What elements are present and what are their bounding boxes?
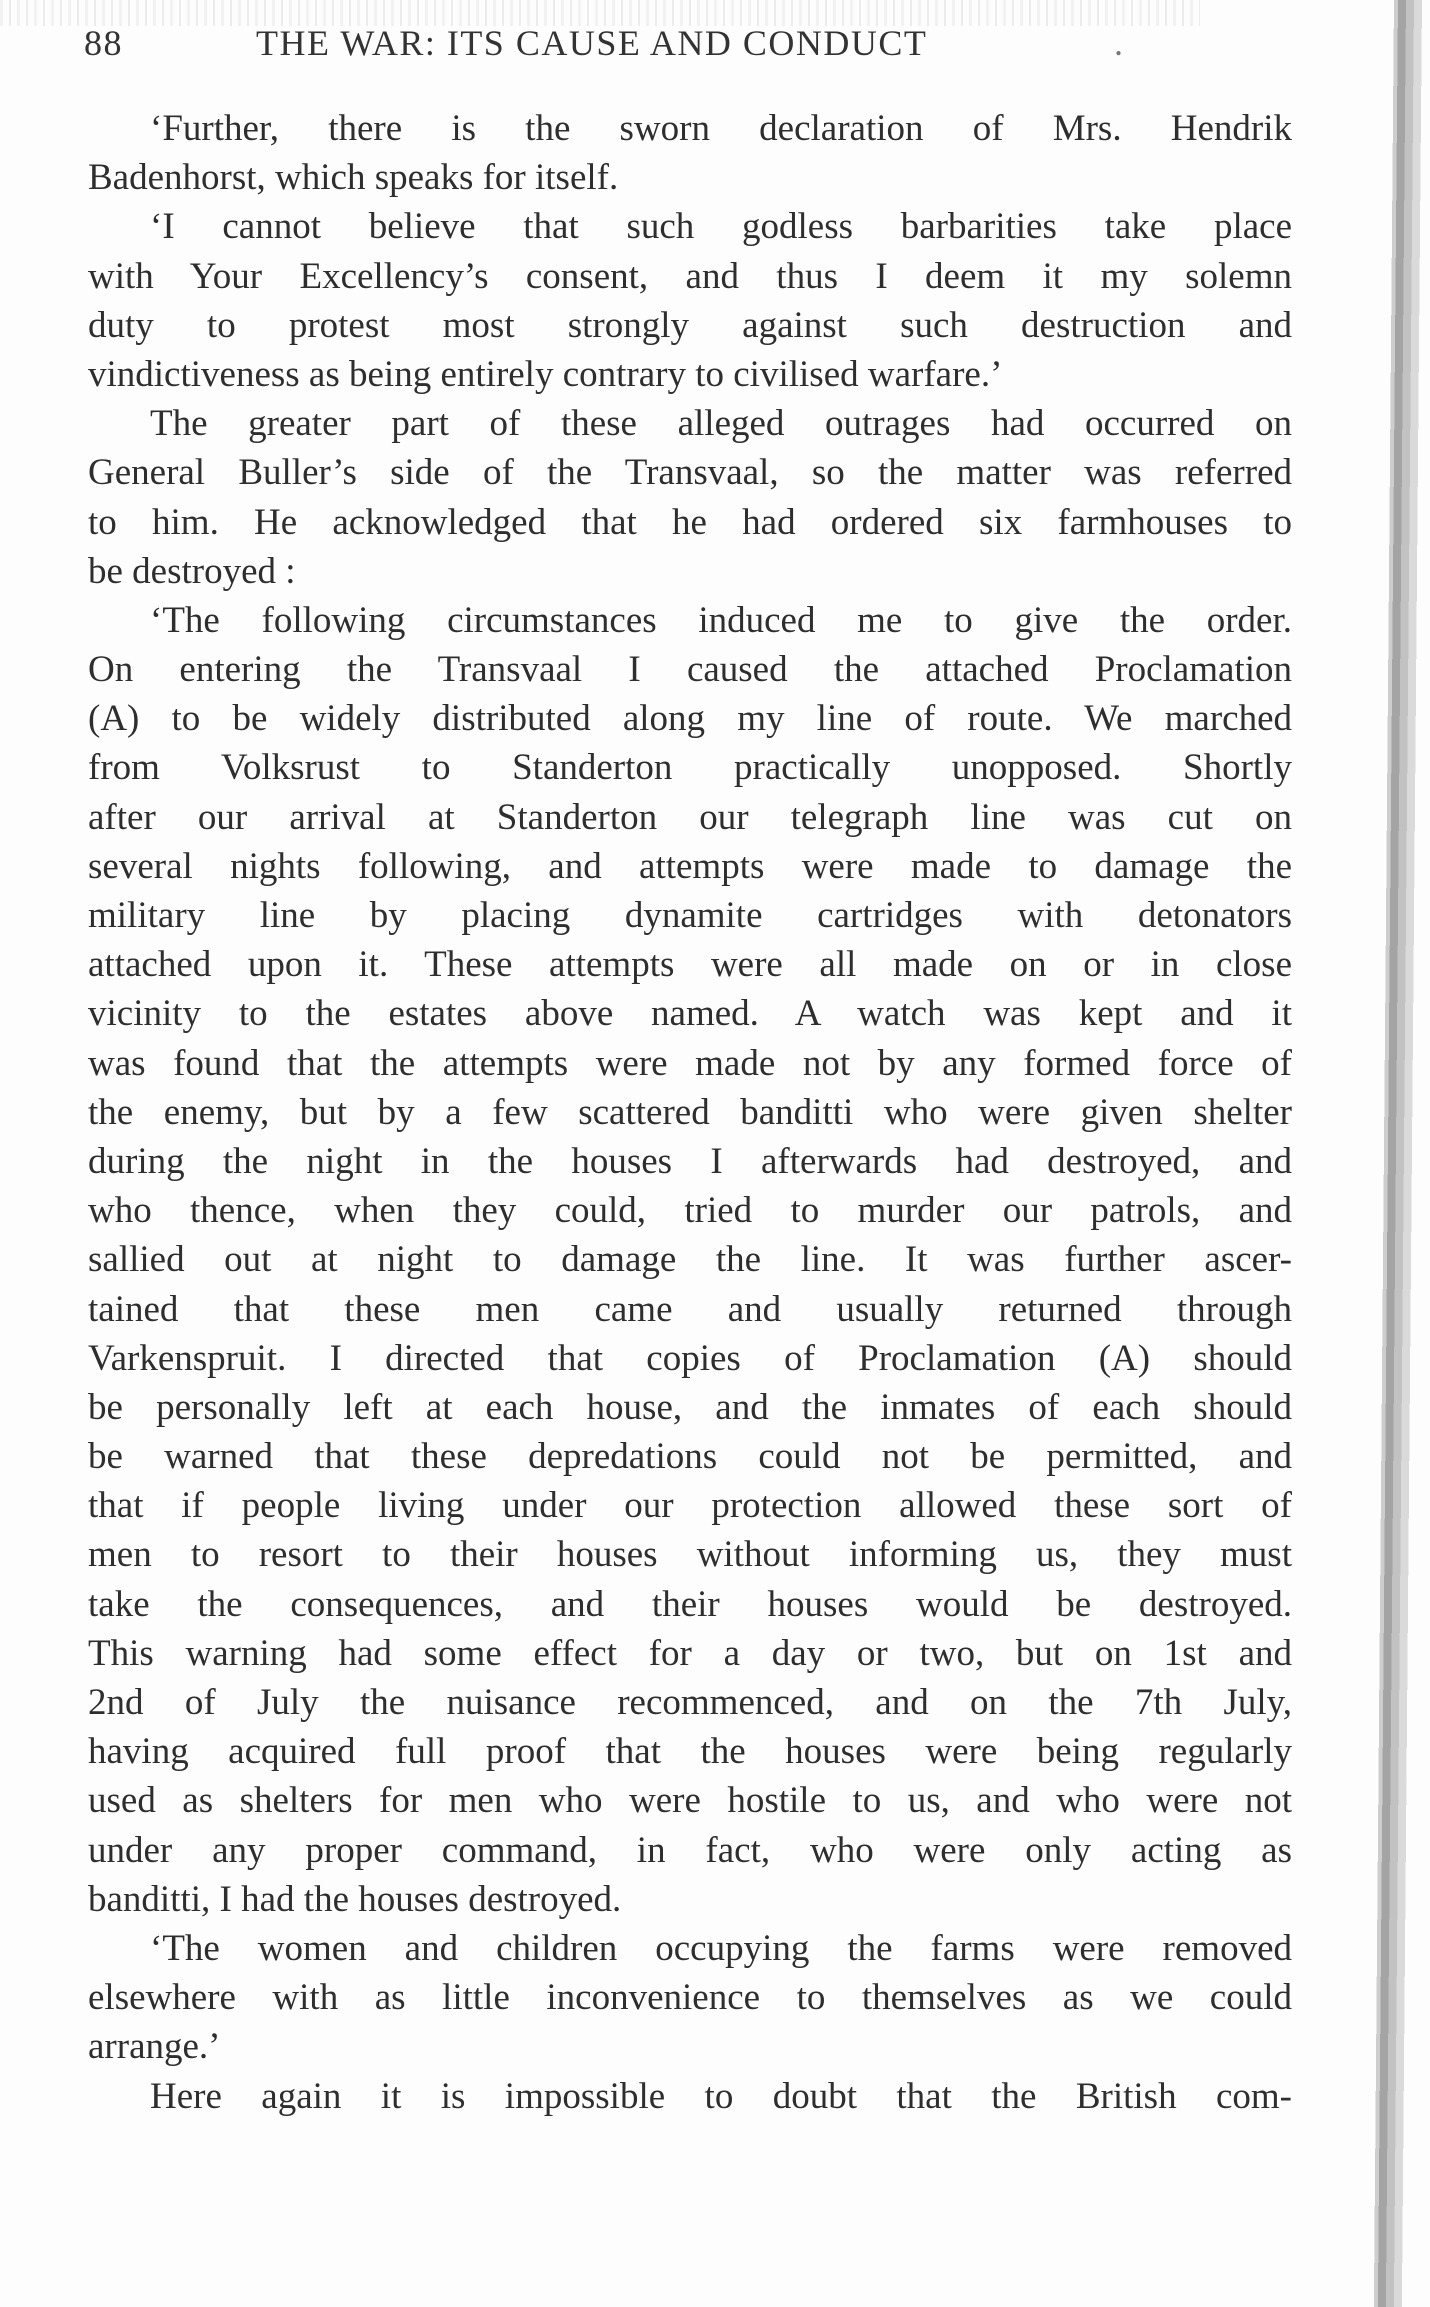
running-title: THE WAR: ITS CAUSE AND CONDUCT <box>256 23 928 63</box>
text-line: attached upon it. These attempts were all made on or in close <box>88 944 1292 986</box>
text-line: banditti, I had the houses destroyed. <box>88 1878 622 1920</box>
binding-shadow <box>1364 0 1430 2307</box>
text-line: vicinity to the estates above named. A watch was kept and it <box>88 993 1292 1035</box>
text-line: duty to protest most strongly against such destruction and <box>88 304 1292 346</box>
text-line: take the consequences, and their houses would be destroyed. <box>88 1583 1292 1625</box>
text-line: several nights following, and attempts were made to damage the <box>88 845 1292 887</box>
text-line: under any proper command, in fact, who were only acting as <box>88 1829 1292 1871</box>
text-line: after our arrival at Standerton our telegraph line was cut on <box>88 796 1292 838</box>
text-line: was found that the attempts were made not by any formed force of <box>88 1042 1292 1084</box>
text-line: military line by placing dynamite cartridges with detonators <box>88 895 1292 936</box>
text-line: from Volksrust to Standerton practically unopposed. Shortly <box>88 747 1292 789</box>
text-line: arrange.’ <box>88 2026 221 2068</box>
text-line: Badenhorst, which speaks for itself. <box>88 157 619 199</box>
text-line: during the night in the houses I afterwards had destroyed, and <box>88 1140 1292 1182</box>
text-line: 2nd of July the nuisance recommenced, and on the 7th July, <box>88 1682 1292 1723</box>
body-text <box>88 104 1292 2121</box>
text-line: sallied out at night to damage the line. It was further ascer- <box>88 1239 1292 1281</box>
text-line: ‘The women and children occupying the farms were removed <box>150 1927 1292 1969</box>
text-line: used as shelters for men who were hostile to us, and who were not <box>88 1780 1292 1822</box>
text-line: General Buller’s side of the Transvaal, so the matter was referred <box>88 452 1292 494</box>
text-line: to him. He acknowledged that he had ordered six farmhouses to <box>88 501 1292 543</box>
text-line: be destroyed : <box>88 550 296 592</box>
page-number: 88 <box>84 23 123 63</box>
text-line: ‘I cannot believe that such godless barbarities take place <box>150 206 1292 248</box>
text-line: On entering the Transvaal I caused the attached Proclamation <box>88 649 1292 691</box>
text-line: ‘The following circumstances induced me to give the order. <box>150 599 1292 641</box>
text-line: Here again it is impossible to doubt that the British com- <box>150 2075 1292 2117</box>
running-head <box>84 22 1324 68</box>
text-line: (A) to be widely distributed along my line of route. We marched <box>88 698 1292 740</box>
text-line: that if people living under our protection allowed these sort of <box>88 1485 1292 1527</box>
text-line: who thence, when they could, tried to murder our patrols, and <box>88 1190 1292 1232</box>
text-line: The greater part of these alleged outrages had occurred on <box>150 403 1292 445</box>
text-line: be warned that these depredations could not be permitted, and <box>88 1436 1292 1478</box>
text-line: having acquired full proof that the houses were being regularly <box>88 1731 1292 1773</box>
text-line: elsewhere with as little inconvenience to themselves as we could <box>88 1977 1292 2019</box>
text-line: ‘Further, there is the sworn declaration of Mrs. Hendrik <box>150 108 1292 149</box>
text-line: with Your Excellency’s consent, and thus I deem it my solemn <box>88 255 1292 297</box>
header-mark: . <box>1114 23 1125 63</box>
text-line: Varkenspruit. I directed that copies of Proclamation (A) should <box>88 1337 1292 1379</box>
text-line: be personally left at each house, and the inmates of each should <box>88 1386 1292 1428</box>
text-line: the enemy, but by a few scattered banditti who were given shelter <box>88 1091 1292 1133</box>
text-line: This warning had some effect for a day or two, but on 1st and <box>88 1632 1292 1674</box>
text-line: men to resort to their houses without informing us, they must <box>88 1534 1292 1576</box>
text-line: tained that these men came and usually returned through <box>88 1288 1292 1330</box>
text-line: vindictiveness as being entirely contrary to civilised warfare.’ <box>88 353 1003 395</box>
